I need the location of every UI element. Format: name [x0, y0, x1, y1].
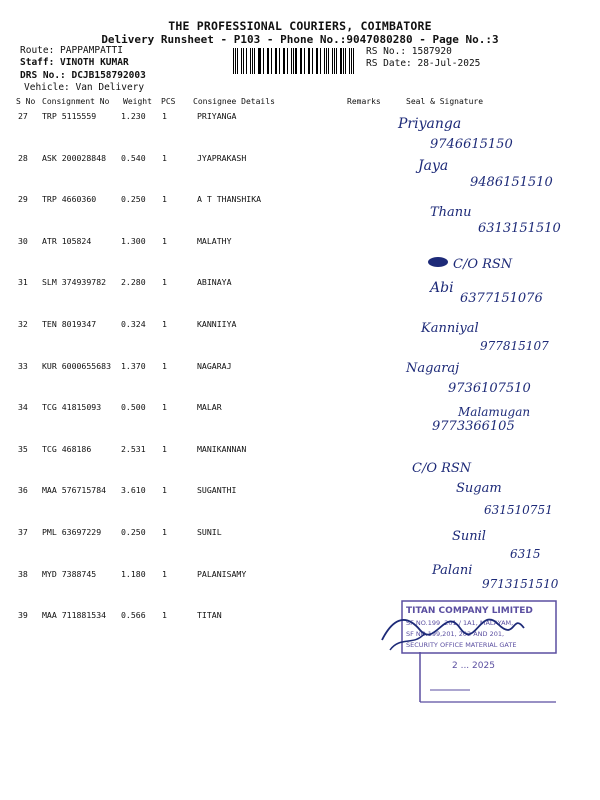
col-weight: Weight	[123, 97, 152, 106]
row-weight: 1.180	[121, 568, 146, 579]
row-pcs: 1	[162, 360, 167, 371]
col-consignment: Consignment No	[42, 97, 110, 106]
signature-text: 9486151510	[470, 175, 553, 190]
row-pcs: 1	[162, 485, 167, 496]
row-consignment: TRP 4660360	[42, 194, 97, 205]
row-weight: 1.300	[121, 235, 146, 246]
row-consignee: JYAPRAKASH	[197, 152, 247, 163]
row-consignment: ASK 200028848	[42, 152, 107, 163]
row-consignment: TCG 41815093	[42, 402, 102, 413]
col-pcs: PCS	[161, 97, 176, 106]
row-consignment: TCG 468186	[42, 443, 92, 454]
row-sno: 37	[18, 527, 28, 537]
stamp-date: 2 ... 2025	[452, 661, 495, 671]
row-weight: 0.324	[121, 319, 146, 329]
row-consignee: SUGANTHI	[197, 485, 237, 496]
row-sno: 34	[18, 402, 28, 413]
signature-text: 9773366105	[432, 419, 515, 434]
row-weight: 1.230	[121, 111, 146, 121]
row-sno: 27	[18, 111, 28, 121]
row-consignment: PML 63697229	[42, 527, 102, 537]
stamp-line: SF NO.199,201, 202 AND 201,	[406, 630, 505, 638]
row-consignee: KANNIIYA	[197, 319, 237, 329]
row-weight: 0.540	[121, 152, 146, 163]
company-title: THE PROFESSIONAL COURIERS, COIMBATORE	[168, 19, 432, 33]
row-pcs: 1	[162, 111, 167, 121]
rs-number: RS No.: 1587920	[366, 46, 452, 57]
col-consignee: Consignee Details	[193, 97, 275, 106]
signature-text: C/O RSN	[412, 461, 472, 476]
row-pcs: 1	[162, 402, 167, 413]
company-stamp	[402, 601, 556, 702]
ink-blot-icon	[428, 257, 448, 267]
row-consignment: SLM 374939782	[42, 277, 107, 288]
row-consignment: TRP 5115559	[42, 111, 97, 121]
signature-text: Palani	[432, 563, 473, 578]
vehicle-label: Vehicle: Van Delivery	[24, 82, 145, 93]
row-weight: 0.250	[121, 527, 146, 537]
signature-text: C/O RSN	[453, 257, 513, 272]
row-consignee: PALANISAMY	[197, 568, 247, 579]
drs-number: DRS No.: DCJB158792003	[20, 70, 146, 81]
signature-text: 6315	[510, 547, 541, 561]
row-sno: 39	[18, 610, 28, 621]
row-pcs: 1	[162, 152, 167, 163]
col-seal-signature: Seal & Signature	[406, 97, 484, 106]
row-pcs: 1	[162, 443, 167, 454]
stamp-line: SECURITY OFFICE MATERIAL GATE	[406, 641, 517, 649]
row-pcs: 1	[162, 235, 167, 246]
row-pcs: 1	[162, 527, 167, 537]
row-weight: 0.500	[121, 402, 146, 413]
row-consignee: MALAR	[197, 402, 222, 413]
row-consignee: SUNIL	[197, 527, 222, 537]
row-sno: 30	[18, 235, 28, 246]
row-sno: 32	[18, 319, 28, 329]
row-pcs: 1	[162, 319, 167, 329]
staff-label: Staff: VINOTH KUMAR	[20, 57, 129, 68]
route-label: Route: PAPPAMPATTI	[20, 45, 123, 56]
row-weight: 3.610	[121, 485, 146, 496]
rs-date: RS Date: 28-Jul-2025	[366, 58, 481, 69]
col-sno: S No	[16, 97, 36, 106]
signature-text: Jaya	[418, 158, 449, 174]
row-consignee: TITAN	[197, 610, 222, 621]
row-consignee: MANIKANNAN	[197, 443, 247, 454]
row-consignment: MAA 576715784	[42, 485, 107, 496]
signature-text: Kanniyal	[421, 321, 479, 336]
row-consignee: PRIYANGA	[197, 111, 237, 121]
signature-text: 977815107	[480, 339, 549, 353]
row-consignee: NAGARAJ	[197, 360, 232, 371]
signature-text: Malamugan	[458, 405, 531, 419]
row-pcs: 1	[162, 194, 167, 205]
row-consignment: KUR 6000655683	[42, 360, 112, 371]
signature-text: 9713151510	[482, 577, 559, 591]
row-sno: 31	[18, 277, 28, 288]
row-consignee: MALATHY	[197, 235, 232, 246]
row-consignment: TEN 8019347	[42, 319, 97, 329]
row-sno: 35	[18, 443, 28, 454]
signature-text: Sugam	[456, 481, 502, 496]
row-consignment: MYD 7388745	[42, 568, 97, 579]
row-pcs: 1	[162, 610, 167, 621]
row-pcs: 1	[162, 568, 167, 579]
signature-text: Nagaraj	[406, 361, 460, 376]
signature-text: Abi	[430, 280, 454, 296]
row-sno: 33	[18, 360, 28, 371]
row-sno: 29	[18, 194, 28, 205]
runsheet-subtitle: Delivery Runsheet - P103 - Phone No.:9047080280 - Page No.:3	[101, 33, 499, 46]
col-remarks: Remarks	[347, 97, 381, 106]
stamp-title: TITAN COMPANY LIMITED	[406, 606, 533, 616]
signature-text: 9736107510	[448, 381, 531, 396]
row-weight: 0.566	[121, 610, 146, 621]
row-weight: 2.280	[121, 277, 146, 288]
row-sno: 28	[18, 152, 28, 163]
row-consignee: ABINAYA	[197, 277, 232, 288]
signature-text: 631510751	[484, 503, 553, 517]
row-consignee: A T THANSHIKA	[197, 194, 262, 205]
signature-text: Priyanga	[398, 116, 462, 132]
signature-text: Thanu	[430, 205, 472, 220]
signature-text: 6313151510	[478, 221, 561, 236]
row-pcs: 1	[162, 277, 167, 288]
row-weight: 2.531	[121, 443, 146, 454]
stamp-line: SF NO.199 ,201 / 1A1, MALAYAM,	[406, 619, 514, 627]
signature-text: 9746615150	[430, 137, 513, 152]
signature-text: 6377151076	[460, 291, 543, 306]
signature-text: Sunil	[452, 529, 486, 544]
row-consignment: MAA 711881534	[42, 610, 107, 621]
row-weight: 0.250	[121, 194, 146, 205]
row-sno: 38	[18, 568, 28, 579]
row-weight: 1.370	[121, 360, 146, 371]
row-consignment: ATR 105824	[42, 235, 92, 246]
row-sno: 36	[18, 485, 28, 496]
